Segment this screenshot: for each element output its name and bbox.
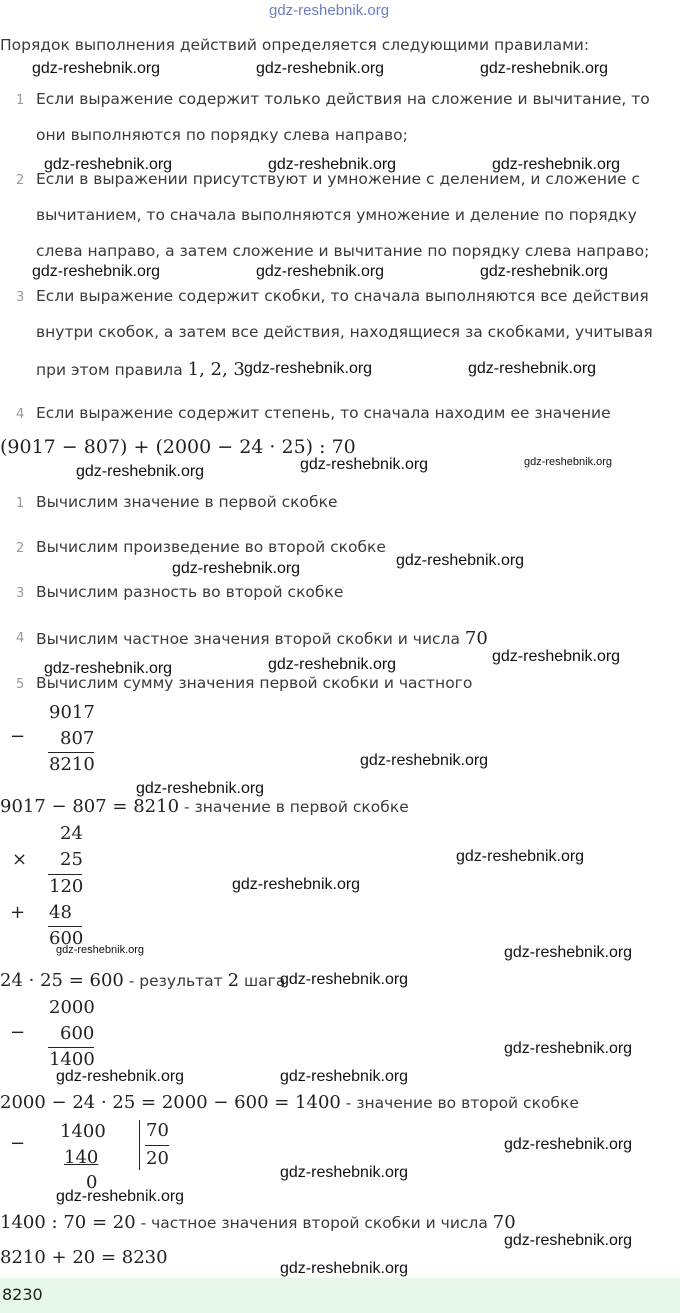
watermark[interactable]: gdz-reshebnik.org (504, 944, 633, 961)
calc2-partial2: 48 (49, 902, 72, 923)
watermark[interactable]: gdz-reshebnik.org (56, 944, 145, 956)
watermark[interactable]: gdz-reshebnik.org (492, 648, 621, 665)
watermark[interactable]: gdz-reshebnik.org (280, 1068, 409, 1085)
answer-box (0, 1278, 680, 1313)
watermark-top[interactable]: gdz-reshebnik.org (269, 2, 390, 19)
watermark[interactable]: gdz-reshebnik.org (280, 1164, 409, 1181)
watermark[interactable]: gdz-reshebnik.org (232, 876, 361, 893)
calc4-divider (139, 1120, 140, 1170)
step-2-text: Вычислим произведение во второй скобке (36, 538, 386, 556)
rule-3-math: 1, 2, 3 (187, 359, 245, 380)
watermark[interactable]: gdz-reshebnik.org (256, 60, 385, 77)
result2-math2: 2 (227, 970, 240, 991)
watermark[interactable]: gdz-reshebnik.org (468, 360, 597, 377)
calc2-result: 600 (49, 928, 84, 949)
calc3-minuend: 2000 (49, 997, 95, 1018)
rule-number: 3 (16, 290, 25, 305)
watermark[interactable]: gdz-reshebnik.org (56, 1068, 185, 1085)
watermark[interactable]: gdz-reshebnik.org (244, 360, 373, 377)
calc3-line (48, 1047, 94, 1048)
result2-text: - результат (123, 972, 228, 990)
calc4-subtract: 140 (64, 1147, 99, 1168)
watermark[interactable]: gdz-reshebnik.org (172, 560, 301, 577)
calc2-b: 25 (60, 849, 83, 870)
result2 (0, 970, 285, 991)
step-3-text: Вычислим разность во второй скобке (36, 583, 344, 601)
result4 (0, 1212, 516, 1233)
watermark[interactable]: gdz-reshebnik.org (480, 60, 609, 77)
watermark[interactable]: gdz-reshebnik.org (360, 752, 489, 769)
intro-text: Порядок выполнения действий определяется следующими правилами: (0, 36, 590, 54)
calc2-sign: × (12, 849, 28, 870)
calc2-partial: 120 (49, 876, 84, 897)
rule-1-line-1: Если выражение содержит только действия на сложение и вычитание, то (36, 90, 650, 108)
watermark[interactable]: gdz-reshebnik.org (504, 1040, 633, 1057)
calc2-line-2 (48, 926, 82, 927)
calc3-sign: − (10, 1022, 26, 1043)
watermark[interactable]: gdz-reshebnik.org (280, 1260, 409, 1277)
calc4-sign: − (10, 1133, 26, 1154)
calc4-quotient-line (145, 1145, 169, 1146)
step-number: 5 (16, 677, 25, 692)
calc4-remainder: 0 (86, 1172, 98, 1193)
calc1-result: 8210 (49, 754, 95, 775)
rule-4-line-1: Если выражение содержит степень, то сначала находим ее значение (36, 404, 611, 422)
result4-text: - частное значения второй скобки и числа (135, 1214, 493, 1232)
watermark[interactable]: gdz-reshebnik.org (504, 1232, 633, 1249)
expression: (9017 − 807) + (2000 − 24 · 25) : 70 (0, 436, 356, 458)
calc3-result: 1400 (49, 1049, 95, 1070)
result1-text: - значение в первой скобке (179, 798, 409, 816)
calc2-a: 24 (60, 823, 83, 844)
step-number: 2 (16, 541, 25, 556)
rule-3-line-1: Если выражение содержит скобки, то сначала выполняются все действия (36, 287, 649, 305)
result1 (0, 796, 409, 817)
rule-number: 2 (16, 173, 25, 188)
watermark[interactable]: gdz-reshebnik.org (456, 848, 585, 865)
watermark[interactable]: gdz-reshebnik.org (32, 60, 161, 77)
result4-math: 1400 : 70 = 20 (0, 1212, 136, 1233)
calc3-subtrahend: 600 (60, 1023, 95, 1044)
step-5-text: Вычислим сумму значения первой скобки и частного (36, 674, 473, 692)
calc4-dividend: 1400 (60, 1121, 106, 1142)
calc4-divisor: 70 (146, 1120, 169, 1141)
step-number: 1 (16, 496, 25, 511)
watermark[interactable]: gdz-reshebnik.org (44, 660, 173, 677)
calc1-subtrahend: 807 (60, 728, 95, 749)
calc4-quotient: 20 (146, 1148, 169, 1169)
watermark[interactable]: gdz-reshebnik.org (524, 456, 613, 468)
watermark[interactable]: gdz-reshebnik.org (256, 263, 385, 280)
watermark[interactable]: gdz-reshebnik.org (480, 263, 609, 280)
result3 (0, 1092, 579, 1113)
result1-math: 9017 − 807 = 8210 (0, 796, 180, 817)
watermark[interactable]: gdz-reshebnik.org (396, 552, 525, 569)
rule-2-line-1: Если в выражении присутствуют и умножение с делением, и сложение с (36, 170, 641, 188)
step-1-text: Вычислим значение в первой скобке (36, 493, 338, 511)
rule-2-line-2: вычитанием, то сначала выполняются умножение и деление по порядку (36, 206, 637, 224)
step-4-label: Вычислим частное значения второй скобки и числа (36, 630, 465, 648)
watermark[interactable]: gdz-reshebnik.org (268, 656, 397, 673)
rule-1-line-2: они выполняются по порядку слева направо; (36, 126, 408, 144)
watermark[interactable]: gdz-reshebnik.org (136, 780, 265, 797)
result5: 8210 + 20 = 8230 (0, 1247, 168, 1268)
result2-math: 24 · 25 = 600 (0, 970, 124, 991)
watermark[interactable]: gdz-reshebnik.org (32, 263, 161, 280)
step-4-text (36, 628, 488, 649)
rule-3-text: при этом правила (36, 361, 188, 379)
rule-3-line-2: внутри скобок, а затем все действия, находящиеся за скобками, учитывая (36, 323, 653, 341)
result4-math2: 70 (492, 1212, 516, 1233)
result3-math: 2000 − 24 · 25 = 2000 − 600 = 1400 (0, 1092, 341, 1113)
calc2-plus: + (10, 902, 26, 923)
step-4-math: 70 (464, 628, 488, 649)
rule-3-line-3 (36, 359, 245, 380)
calc1-line (48, 752, 94, 753)
result2-text2: шага (239, 972, 286, 990)
result3-text: - значение во второй скобке (340, 1094, 579, 1112)
watermark[interactable]: gdz-reshebnik.org (44, 156, 173, 173)
calc2-line-1 (48, 874, 82, 875)
answer-value: 8230 (2, 1285, 43, 1304)
watermark[interactable]: gdz-reshebnik.org (504, 1136, 633, 1153)
step-number: 4 (16, 631, 25, 646)
calc1-sign: − (10, 726, 26, 747)
watermark[interactable]: gdz-reshebnik.org (76, 463, 205, 480)
watermark[interactable]: gdz-reshebnik.org (268, 156, 397, 173)
watermark[interactable]: gdz-reshebnik.org (492, 156, 621, 173)
calc1-minuend: 9017 (49, 702, 95, 723)
watermark[interactable]: gdz-reshebnik.org (280, 971, 409, 988)
watermark[interactable]: gdz-reshebnik.org (300, 456, 429, 473)
watermark[interactable]: gdz-reshebnik.org (56, 1188, 185, 1205)
rule-2-line-3: слева направо, а затем сложение и вычитание по порядку слева направо; (36, 242, 650, 260)
rule-number: 1 (16, 93, 25, 108)
step-number: 3 (16, 586, 25, 601)
rule-number: 4 (16, 407, 25, 422)
